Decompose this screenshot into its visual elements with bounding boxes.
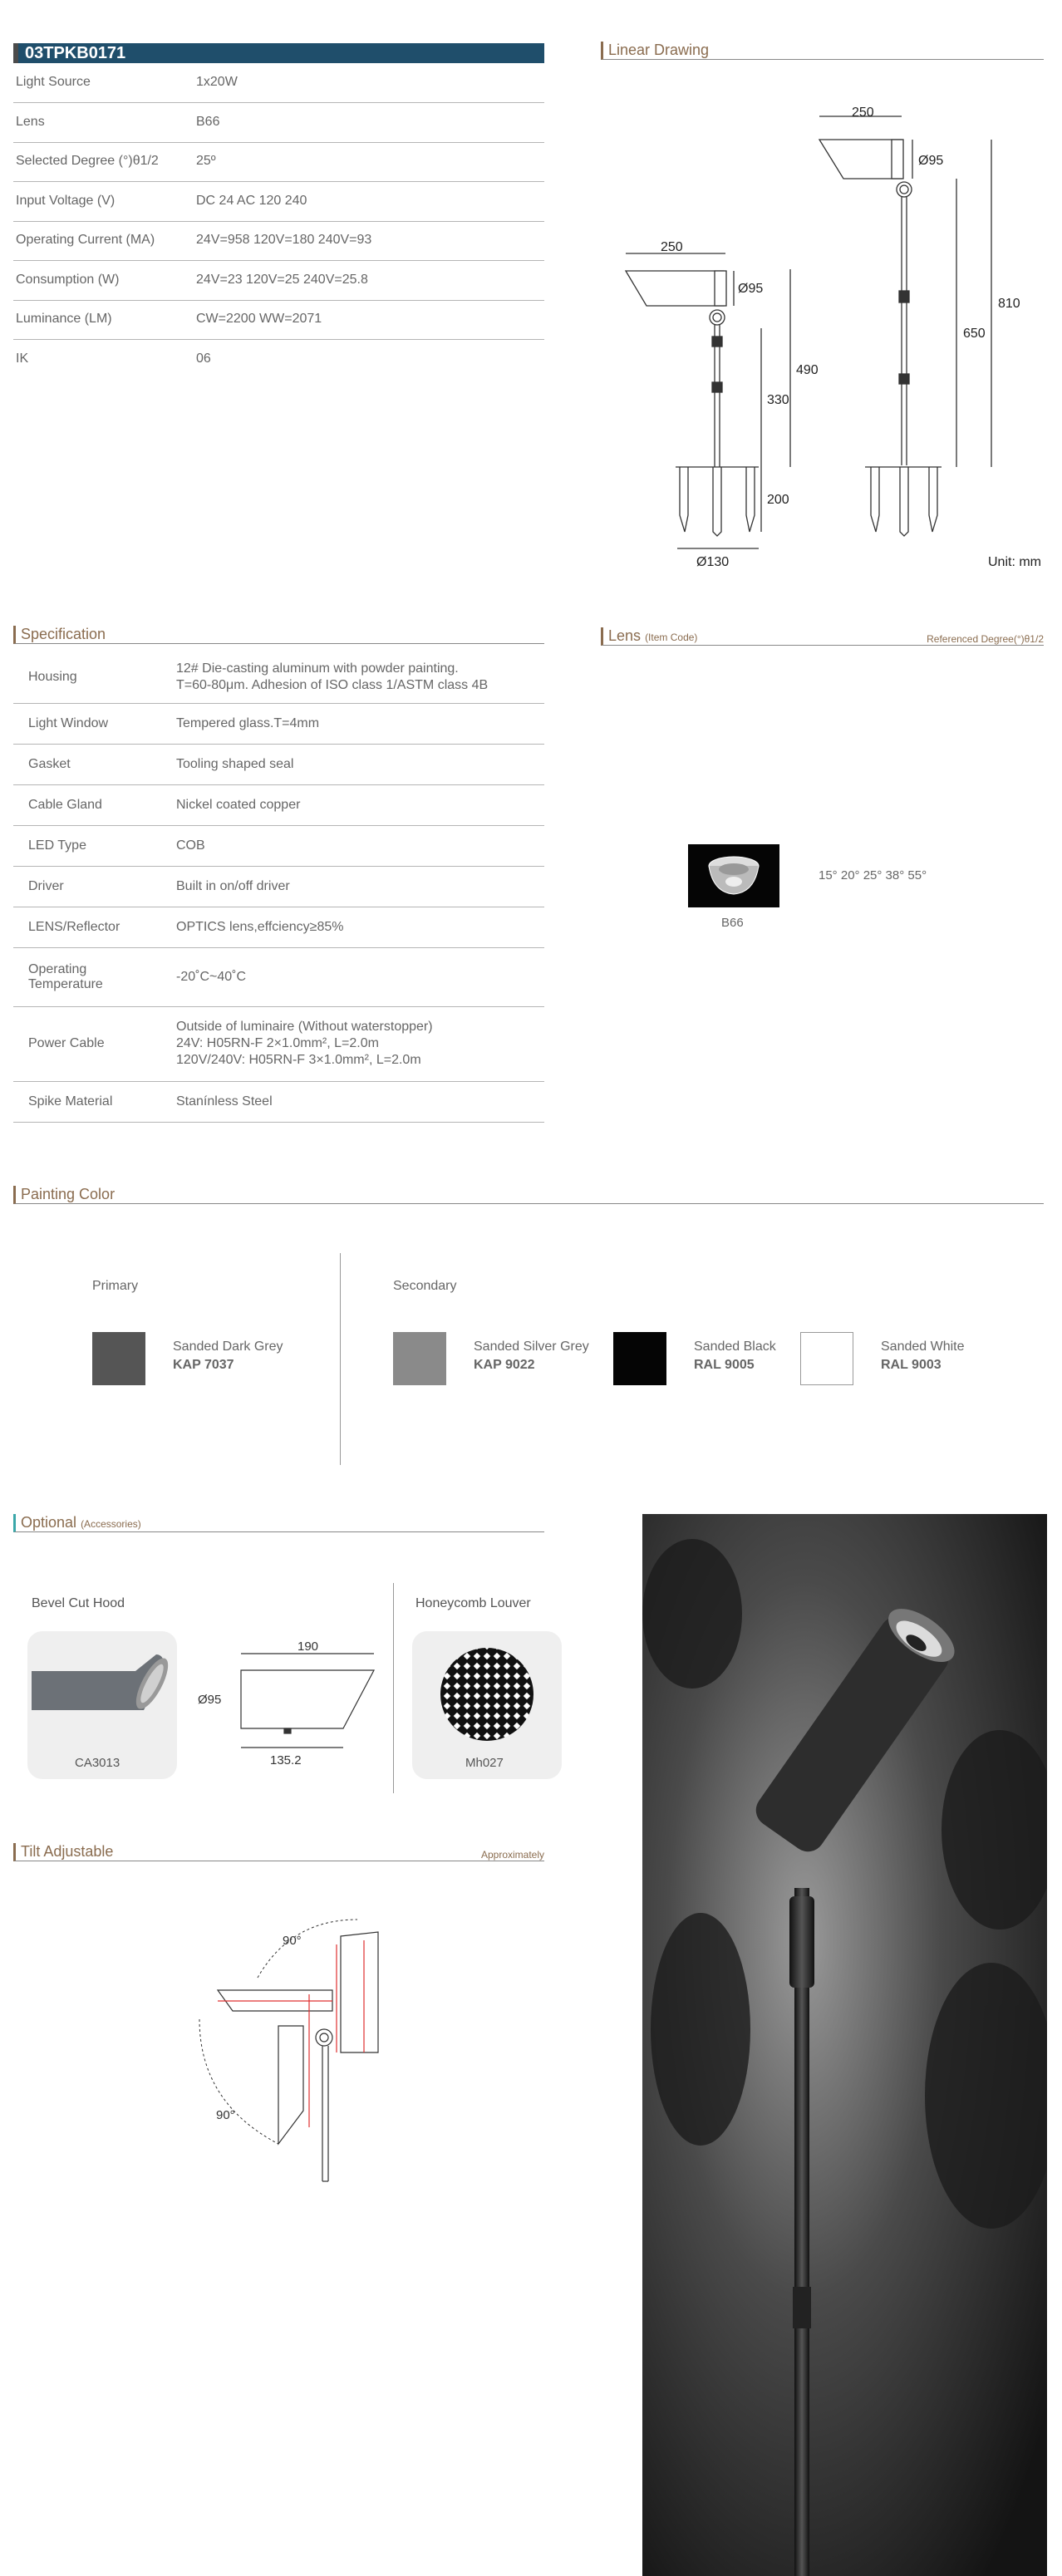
param-key: Operating Current (MA)	[16, 233, 155, 247]
param-row	[13, 340, 544, 379]
color-divider	[340, 1253, 341, 1465]
param-key: Luminance (LM)	[16, 312, 112, 326]
product-photo	[642, 1514, 1047, 2576]
spec-value	[176, 919, 343, 936]
dim-base-diameter: Ø130	[696, 555, 730, 569]
spec-key-line: Housing	[28, 670, 77, 684]
lens-title: Lens	[608, 627, 642, 644]
optional-header	[13, 1514, 544, 1532]
param-value: 06	[196, 351, 211, 366]
color-swatch	[613, 1332, 666, 1385]
spec-row	[13, 825, 544, 867]
spec-row	[13, 744, 544, 785]
spec-value	[176, 661, 488, 694]
spec-value-line: COB	[176, 838, 205, 853]
tilt-title: Tilt Adjustable	[21, 1843, 114, 1860]
spec-key-line: Driver	[28, 878, 64, 893]
optional-divider	[393, 1583, 394, 1793]
spec-key	[28, 962, 103, 992]
spec-row	[13, 1081, 544, 1123]
spec-value-line: Tempered glass.T=4mm	[176, 715, 320, 730]
bevel-hood-drawing	[191, 1635, 382, 1768]
bevel-hood-title: Bevel Cut Hood	[32, 1596, 125, 1610]
color-code: RAL 9003	[881, 1358, 942, 1372]
param-key: Selected Degree (°)θ1/2	[16, 154, 159, 168]
lens-subtitle: (Item Code)	[645, 632, 698, 643]
param-key: Input Voltage (V)	[16, 193, 116, 208]
spec-key	[28, 670, 77, 685]
linear-drawing-header	[601, 42, 1044, 60]
color-swatch	[800, 1332, 853, 1385]
louver-card	[412, 1631, 562, 1779]
lens-code: B66	[721, 916, 744, 930]
param-value: 1x20W	[196, 75, 238, 89]
specification-title: Specification	[21, 626, 106, 642]
dim-diameter-short: Ø95	[738, 282, 764, 296]
tilt-angle-down: 90°	[216, 2108, 235, 2122]
spec-value	[176, 878, 290, 895]
lens-degrees: 15° 20° 25° 38° 55°	[819, 868, 927, 882]
bevel-hood-card	[27, 1631, 177, 1779]
param-row	[13, 63, 544, 103]
color-name: Sanded Silver Grey	[474, 1340, 589, 1354]
spec-row	[13, 866, 544, 907]
spec-key	[28, 879, 64, 894]
color-name: Sanded Black	[694, 1340, 776, 1354]
tilt-approx: Approximately	[480, 1849, 544, 1861]
spec-row	[13, 947, 544, 1007]
spec-row	[13, 907, 544, 948]
param-row	[13, 182, 544, 222]
tilt-diagram	[166, 1895, 399, 2194]
spec-value	[176, 715, 319, 732]
spec-key-line: LENS/Reflector	[28, 919, 120, 934]
color-label	[694, 1338, 776, 1374]
spec-value	[176, 756, 293, 773]
color-code: KAP 7037	[173, 1358, 234, 1372]
spec-value-line: Outside of luminaire (Without waterstopper)	[176, 1020, 433, 1034]
color-name: Sanded Dark Grey	[173, 1340, 283, 1354]
spec-key	[28, 798, 102, 813]
spec-key-line: LED Type	[28, 838, 86, 853]
color-code: RAL 9005	[694, 1358, 755, 1372]
dim-width-short: 250	[661, 240, 683, 254]
dim-width-tall: 250	[852, 106, 874, 120]
spec-value-line: 120V/240V: H05RN-F 3×1.0mm², L=2.0m	[176, 1053, 421, 1067]
param-key: Light Source	[16, 75, 91, 89]
param-key: Lens	[16, 114, 45, 129]
param-value: B66	[196, 114, 220, 129]
spec-value-line: Built in on/off driver	[176, 878, 290, 893]
louver-code: Mh027	[465, 1756, 504, 1770]
secondary-label: Secondary	[393, 1279, 457, 1293]
spec-value-line: Stanínless Steel	[176, 1094, 273, 1109]
tilt-angle-up: 90°	[283, 1934, 302, 1948]
lens-degree-header: Referenced Degree(°)θ1/2	[927, 633, 1044, 645]
spec-key-line: Operating	[28, 961, 87, 976]
spec-key	[28, 716, 108, 731]
spec-value-line: OPTICS lens,effciency≥85%	[176, 919, 344, 934]
color-swatch	[393, 1332, 446, 1385]
param-key: IK	[16, 351, 29, 366]
param-value: 25º	[196, 154, 216, 168]
tilt-header	[13, 1843, 544, 1861]
painting-color-header	[13, 1186, 1044, 1204]
color-label	[173, 1338, 283, 1374]
linear-drawing	[601, 100, 1050, 573]
specification-header	[13, 626, 544, 644]
param-row	[13, 261, 544, 301]
spec-row	[13, 703, 544, 745]
param-row	[13, 142, 544, 182]
spec-key	[28, 1094, 112, 1109]
color-name: Sanded White	[881, 1340, 965, 1354]
spec-value-line: T=60-80μm. Adhesion of ISO class 1/ASTM class 4B	[176, 678, 489, 692]
color-label	[881, 1338, 965, 1374]
param-value: 24V=958 120V=180 240V=93	[196, 233, 372, 247]
bevel-width-135: 135.2	[270, 1753, 302, 1767]
spec-key-line: Power Cable	[28, 1036, 105, 1050]
spec-value-line: 24V: H05RN-F 2×1.0mm², L=2.0m	[176, 1036, 379, 1050]
color-swatch	[92, 1332, 145, 1385]
spec-value	[176, 838, 205, 854]
painting-color-title: Painting Color	[21, 1186, 116, 1202]
lens-image	[688, 844, 779, 907]
dim-650: 650	[963, 327, 986, 341]
dim-diameter-tall: Ø95	[918, 154, 944, 168]
dim-200: 200	[767, 493, 789, 507]
spec-value	[176, 1094, 273, 1110]
spec-value	[176, 1019, 433, 1069]
spec-value-line: Nickel coated copper	[176, 797, 301, 812]
louver-title: Honeycomb Louver	[415, 1596, 531, 1610]
color-label	[474, 1338, 589, 1374]
param-row	[13, 300, 544, 340]
spec-row	[13, 784, 544, 826]
dim-330: 330	[767, 393, 789, 407]
param-value: 24V=23 120V=25 240V=25.8	[196, 272, 368, 287]
primary-label: Primary	[92, 1279, 139, 1293]
spec-value	[176, 969, 246, 986]
spec-key-line: Gasket	[28, 756, 71, 771]
spec-key	[28, 838, 86, 853]
bevel-hood-code: CA3013	[75, 1756, 120, 1770]
spec-key-line: Temperature	[28, 976, 103, 991]
dim-490: 490	[796, 363, 819, 377]
unit-label: Unit: mm	[988, 555, 1041, 569]
spec-key	[28, 757, 71, 772]
optional-title: Optional	[21, 1514, 77, 1531]
param-row	[13, 103, 544, 143]
optional-subtitle: (Accessories)	[81, 1518, 141, 1530]
spec-value-line: 12# Die-casting aluminum with powder painting.	[176, 661, 459, 676]
param-key: Consumption (W)	[16, 272, 120, 287]
product-code: 03TPKB0171	[13, 43, 544, 63]
linear-drawing-title: Linear Drawing	[608, 42, 710, 58]
spec-value-line: Tooling shaped seal	[176, 756, 294, 771]
spec-row	[13, 1006, 544, 1082]
spec-key	[28, 920, 120, 935]
spec-key-line: Spike Material	[28, 1094, 113, 1109]
lens-header	[601, 627, 1044, 646]
spec-value-line: -20˚C~40˚C	[176, 969, 247, 984]
param-value: DC 24 AC 120 240	[196, 193, 307, 208]
bevel-width-190: 190	[297, 1639, 319, 1654]
color-code: KAP 9022	[474, 1358, 535, 1372]
param-row	[13, 221, 544, 261]
spec-key-line: Cable Gland	[28, 797, 102, 812]
spec-key	[28, 1036, 105, 1051]
spec-key-line: Light Window	[28, 715, 109, 730]
spec-value	[176, 797, 300, 814]
param-value: CW=2200 WW=2071	[196, 312, 322, 326]
spec-row	[13, 651, 544, 704]
bevel-diameter: Ø95	[198, 1693, 222, 1707]
dim-810: 810	[998, 297, 1020, 311]
